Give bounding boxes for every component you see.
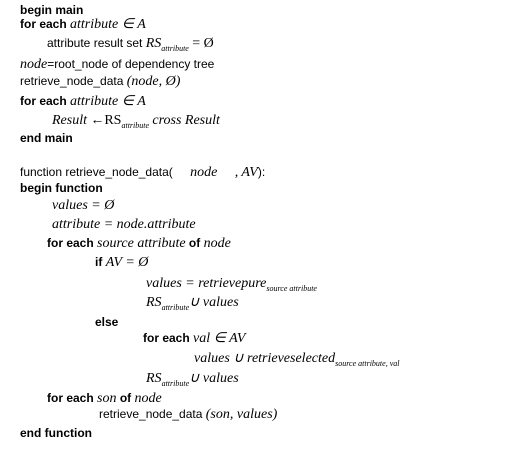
root-node-line xyxy=(20,56,214,73)
rs-symbol: RS xyxy=(146,295,162,310)
for-each-keyword: for each xyxy=(47,236,94,250)
values-union-selected: values ∪ retrieveselected xyxy=(194,351,336,366)
pure-subscript: source attribute xyxy=(266,284,317,293)
attribute-in-A: attribute ∈ A xyxy=(70,17,146,32)
rs-union-line-a xyxy=(146,294,239,316)
rs-union-line-b xyxy=(146,370,239,392)
attribute-in-A: attribute ∈ A xyxy=(70,94,146,109)
values-selected-line xyxy=(194,350,399,372)
assign-arrow: ← xyxy=(90,113,105,128)
node-var: node xyxy=(203,236,231,251)
selected-subscript: source attribute, val xyxy=(335,359,400,368)
result-set-text: attribute result set xyxy=(47,36,143,50)
retrieve-call: retrieve_node_data xyxy=(20,74,124,88)
source-attribute: source attribute xyxy=(97,236,186,251)
for-each-line-2 xyxy=(20,93,146,110)
end-main: end main xyxy=(20,131,73,145)
av-param: , AV xyxy=(234,165,258,180)
values-init: values = Ø xyxy=(52,198,115,213)
av-empty-condition: AV = Ø xyxy=(105,255,149,270)
else-keyword: else xyxy=(95,315,119,329)
rs-subscript: attribute xyxy=(121,121,150,130)
son-var: son xyxy=(97,391,117,406)
rs-subscript: attribute xyxy=(161,379,190,388)
result-cross-line xyxy=(52,112,220,134)
values-eq-pure: values = retrievepure xyxy=(146,276,267,291)
result-var: Result xyxy=(52,113,87,128)
for-each-source-line xyxy=(47,235,231,252)
for-each-keyword: for each xyxy=(143,331,190,345)
for-each-son-line xyxy=(47,390,162,407)
union-values: ∪ values xyxy=(189,295,239,310)
rs-subscript: attribute xyxy=(161,303,190,312)
cross-result: cross Result xyxy=(152,113,220,128)
begin-function: begin function xyxy=(20,181,103,195)
rs-symbol: RS xyxy=(104,113,122,128)
rs-symbol: RS xyxy=(145,36,162,51)
if-line xyxy=(95,254,148,271)
of-keyword: of xyxy=(119,391,132,405)
node-var: node xyxy=(20,57,48,72)
root-node-text: =root_node of dependency tree xyxy=(47,57,215,71)
node-param: node xyxy=(190,165,218,180)
if-keyword: if xyxy=(95,255,103,269)
equals-empty: = Ø xyxy=(192,36,214,51)
for-each-keyword: for each xyxy=(20,17,67,31)
retrieve-args: (node, Ø) xyxy=(126,74,181,89)
result-set-line xyxy=(47,35,214,57)
function-suffix: ): xyxy=(257,165,266,179)
union-values: ∪ values xyxy=(189,371,239,386)
function-header xyxy=(20,164,265,181)
rs-subscript: attribute xyxy=(161,44,189,53)
end-function: end function xyxy=(20,426,92,440)
for-each-keyword: for each xyxy=(47,391,94,405)
for-each-keyword: for each xyxy=(20,94,67,108)
attribute-assign: attribute = node.attribute xyxy=(52,217,196,232)
val-in-av: val ∈ AV xyxy=(193,331,246,346)
recursive-call: retrieve_node_data xyxy=(99,407,203,421)
recursive-args: (son, values) xyxy=(205,407,278,422)
function-prefix: function retrieve_node_data( xyxy=(20,165,173,179)
retrieve-call-line xyxy=(20,73,180,90)
rs-symbol: RS xyxy=(146,371,162,386)
recursive-call-line xyxy=(99,406,277,423)
begin-main: begin main xyxy=(20,3,84,17)
for-each-val-line xyxy=(143,330,245,347)
of-keyword: of xyxy=(188,236,201,250)
node-var: node xyxy=(134,391,162,406)
for-each-line-1 xyxy=(20,16,146,33)
